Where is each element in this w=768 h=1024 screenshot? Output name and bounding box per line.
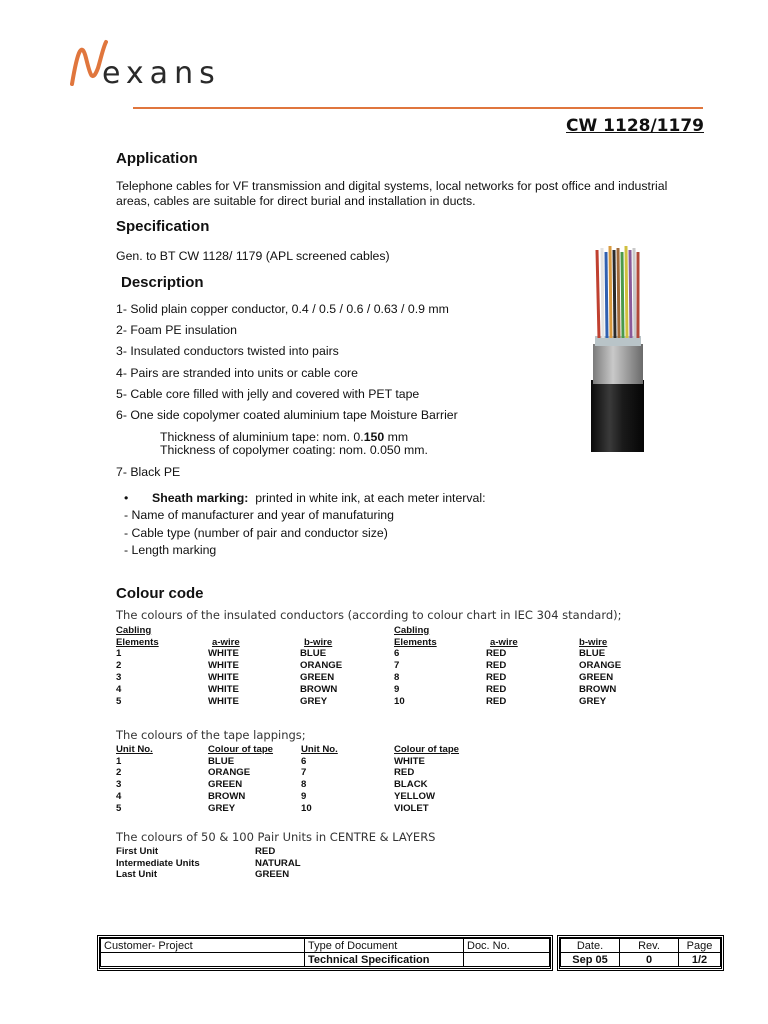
tape-thickness-value: 150 <box>363 430 385 444</box>
description-item: 2- Foam PE insulation <box>116 323 237 337</box>
cell: GREEN <box>579 671 614 683</box>
bullet-icon: • <box>124 491 129 505</box>
cell: ORANGE <box>208 767 251 779</box>
cell: 4 <box>116 790 122 802</box>
tape-thickness-unit: mm <box>384 430 409 444</box>
table-row <box>116 778 459 790</box>
table-row <box>116 857 301 869</box>
col-header: Unit No. <box>116 743 153 755</box>
conductors-title: The colours of the insulated conductors (according to colour chart in IEC 304 standard); <box>116 608 622 622</box>
description-item-7: 7- Black PE <box>116 465 181 479</box>
cell: VIOLET <box>394 802 429 814</box>
table-row <box>116 790 459 802</box>
table-row <box>116 767 459 779</box>
header-rule <box>133 107 703 109</box>
customer-label: Customer- Project <box>101 939 305 953</box>
table-row <box>116 869 301 881</box>
application-heading: Application <box>116 150 198 167</box>
cell: Last Unit <box>116 869 158 881</box>
marking-item: - Length marking <box>124 543 217 557</box>
page-label: Page <box>679 939 721 953</box>
specification-heading: Specification <box>116 218 210 235</box>
cell: 4 <box>116 683 122 695</box>
cell: BLACK <box>394 779 428 791</box>
doc-type-label: Type of Document <box>305 939 464 953</box>
customer-value <box>101 953 305 967</box>
marking-item: - Cable type (number of pair and conductor size) <box>124 526 388 540</box>
application-text <box>116 179 716 209</box>
table-row <box>116 695 621 707</box>
cell: WHITE <box>208 660 239 672</box>
cell: WHITE <box>208 648 239 660</box>
cell: 10 <box>394 695 405 707</box>
date-value: Sep 05 <box>561 953 620 967</box>
application-line-1: Telephone cables for VF transmission and digital systems, local networks for post office and industrial <box>116 179 668 193</box>
cell: GREY <box>208 802 236 814</box>
page-value: 1/2 <box>679 953 721 967</box>
cell: 1 <box>116 755 122 767</box>
cell: ORANGE <box>300 660 343 672</box>
cell: BROWN <box>579 683 617 695</box>
col-header: Elements <box>116 636 159 648</box>
cell: WHITE <box>208 695 239 707</box>
col-header: b-wire <box>579 636 608 648</box>
col-header: Unit No. <box>301 743 338 755</box>
cell: RED <box>394 767 415 779</box>
cell: 8 <box>301 779 307 791</box>
col-header: b-wire <box>304 636 333 648</box>
rev-label: Rev. <box>620 939 679 953</box>
table-row <box>116 845 301 857</box>
cell: 6 <box>301 755 307 767</box>
conductor-colour-table <box>116 624 621 707</box>
cell: GREEN <box>255 869 290 881</box>
cell: First Unit <box>116 845 159 857</box>
cell: GREY <box>300 695 328 707</box>
col-header: Cabling <box>394 624 430 636</box>
doc-type-value: Technical Specification <box>305 953 464 967</box>
description-item: 5- Cable core filled with jelly and covered with PET tape <box>116 387 420 401</box>
col-header: Colour of tape <box>394 743 460 755</box>
cell: BROWN <box>300 683 338 695</box>
cell: RED <box>486 660 507 672</box>
col-header: Elements <box>394 636 437 648</box>
description-item: 4- Pairs are stranded into units or cable core <box>116 366 358 380</box>
tape-lappings-title: The colours of the tape lappings; <box>116 728 306 742</box>
table-row <box>116 755 459 767</box>
description-item: 3- Insulated conductors twisted into pairs <box>116 344 339 358</box>
cell: NATURAL <box>255 857 301 869</box>
cell: 2 <box>116 660 122 672</box>
colour-code-heading: Colour code <box>116 585 204 602</box>
cell: YELLOW <box>394 790 436 802</box>
logo-text: exans <box>102 56 221 91</box>
pair-units-title: The colours of 50 & 100 Pair Units in CENTRE & LAYERS <box>116 830 436 844</box>
marking-item: - Name of manufacturer and year of manufaturing <box>124 508 394 522</box>
table-row <box>116 648 621 660</box>
description-item: 1- Solid plain copper conductor, 0.4 / 0.5 / 0.6 / 0.63 / 0.9 mm <box>116 302 449 316</box>
cell: ORANGE <box>579 660 622 672</box>
doc-no-value <box>464 953 550 967</box>
footer-info-table <box>100 938 550 967</box>
cell: 10 <box>301 802 312 814</box>
cell: 2 <box>116 767 122 779</box>
cell: GREY <box>579 695 607 707</box>
cell: RED <box>255 845 276 857</box>
cell: BLUE <box>300 648 327 660</box>
nexans-logo <box>68 38 268 98</box>
sheath-marking <box>124 491 486 506</box>
footer-info-box <box>97 935 553 971</box>
description-heading: Description <box>121 274 204 291</box>
cell: 7 <box>394 660 400 672</box>
doc-no-label: Doc. No. <box>464 939 550 953</box>
col-header: a-wire <box>212 636 240 648</box>
cell: 1 <box>116 648 122 660</box>
cell: 6 <box>394 648 400 660</box>
cell: BLUE <box>579 648 606 660</box>
pair-units-table <box>116 845 301 880</box>
cell: 9 <box>301 790 307 802</box>
col-header: a-wire <box>490 636 518 648</box>
description-item: 6- One side copolymer coated aluminium tape Moisture Barrier <box>116 408 458 422</box>
rev-value: 0 <box>620 953 679 967</box>
cell: 9 <box>394 683 400 695</box>
cell: Intermediate Units <box>116 857 200 869</box>
cable-image <box>561 240 671 452</box>
cell: GREEN <box>300 671 335 683</box>
cell: RED <box>486 671 507 683</box>
cell: GREEN <box>208 779 243 791</box>
cell: RED <box>486 683 507 695</box>
tape-thickness-prefix: Thickness of aluminium tape: nom. 0. <box>160 430 364 444</box>
cell: WHITE <box>394 755 425 767</box>
cell: 3 <box>116 671 122 683</box>
table-row <box>116 659 621 671</box>
cell: 5 <box>116 802 122 814</box>
sheath-label: Sheath marking: <box>152 491 249 505</box>
cell: 3 <box>116 779 122 791</box>
cell: 8 <box>394 671 400 683</box>
cell: WHITE <box>208 671 239 683</box>
cell: BLUE <box>208 755 235 767</box>
cell: BROWN <box>208 790 246 802</box>
application-line-2: areas, cables are suitable for direct burial and installation in ducts. <box>116 194 476 208</box>
table-row <box>116 671 621 683</box>
sheath-text: printed in white ink, at each meter interval: <box>255 491 486 505</box>
cell: 7 <box>301 767 307 779</box>
cell: 5 <box>116 695 122 707</box>
table-row <box>116 802 459 814</box>
col-header: Cabling <box>116 624 152 636</box>
cell: RED <box>486 695 507 707</box>
date-label: Date. <box>561 939 620 953</box>
specification-text: Gen. to BT CW 1128/ 1179 (APL screened cables) <box>116 249 390 263</box>
copolymer-thickness: Thickness of copolymer coating: nom. 0.050 mm. <box>160 443 428 457</box>
document-number: CW 1128/1179 <box>566 116 704 136</box>
table-row <box>116 683 621 695</box>
tape-colour-table <box>116 743 459 814</box>
footer-revision-table <box>560 938 721 967</box>
col-header: Colour of tape <box>208 743 274 755</box>
cell: WHITE <box>208 683 239 695</box>
footer-revision-box <box>557 935 724 971</box>
cell: RED <box>486 648 507 660</box>
